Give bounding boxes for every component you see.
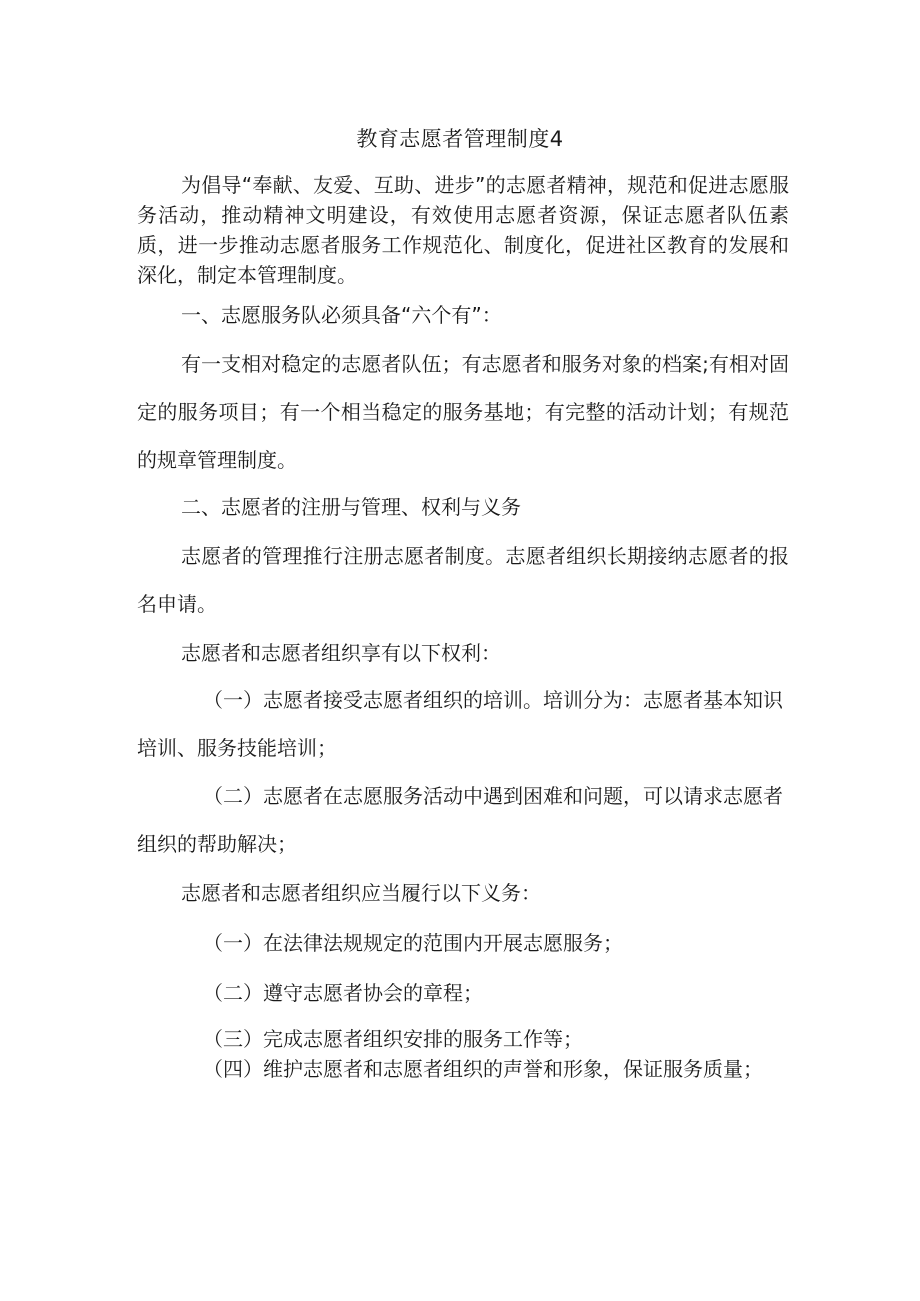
obligation-item-one: （一）在法律法规规定的范围内开展志愿服务； bbox=[203, 931, 623, 955]
right-item-two: （二）志愿者在志愿服务活动中遇到困难和问题，可以请求志愿者组织的帮助解决； bbox=[137, 784, 783, 856]
rights-heading: 志愿者和志愿者组织享有以下权利： bbox=[181, 641, 501, 665]
right-item-one: （一）志愿者接受志愿者组织的培训。培训分为：志愿者基本知识培训、服务技能培训； bbox=[137, 688, 783, 760]
section-heading-one: 一、志愿服务队必须具备“六个有”： bbox=[181, 303, 502, 327]
obligation-item-three: （三）完成志愿者组织安排的服务工作等； bbox=[203, 1027, 583, 1051]
intro-paragraph: 为倡导“奉献、友爱、互助、进步”的志愿者精神，规范和促进志愿服务活动，推动精神文明建设，有效使用志愿者资源，保证志愿者队伍素质，进一步推动志愿者服务工作规范化、制度化，促进社区教育的发展和深化，制定本管理制度。 bbox=[137, 173, 789, 287]
document-title: 教育志愿者管理制度4 bbox=[356, 127, 564, 151]
obligation-item-four: （四）维护志愿者和志愿者组织的声誉和形象，保证服务质量； bbox=[203, 1057, 763, 1081]
six-requirements-paragraph: 有一支相对稳定的志愿者队伍；有志愿者和服务对象的档案;有相对固定的服务项目；有一个相当稳定的服务基地；有完整的活动计划；有规范的规章管理制度。 bbox=[137, 352, 789, 472]
obligations-heading: 志愿者和志愿者组织应当履行以下义务： bbox=[181, 881, 541, 905]
section-heading-two: 二、志愿者的注册与管理、权利与义务 bbox=[181, 495, 521, 519]
obligation-item-two: （二）遵守志愿者协会的章程； bbox=[203, 981, 483, 1005]
registration-paragraph: 志愿者的管理推行注册志愿者制度。志愿者组织长期接纳志愿者的报名申请。 bbox=[137, 544, 789, 616]
